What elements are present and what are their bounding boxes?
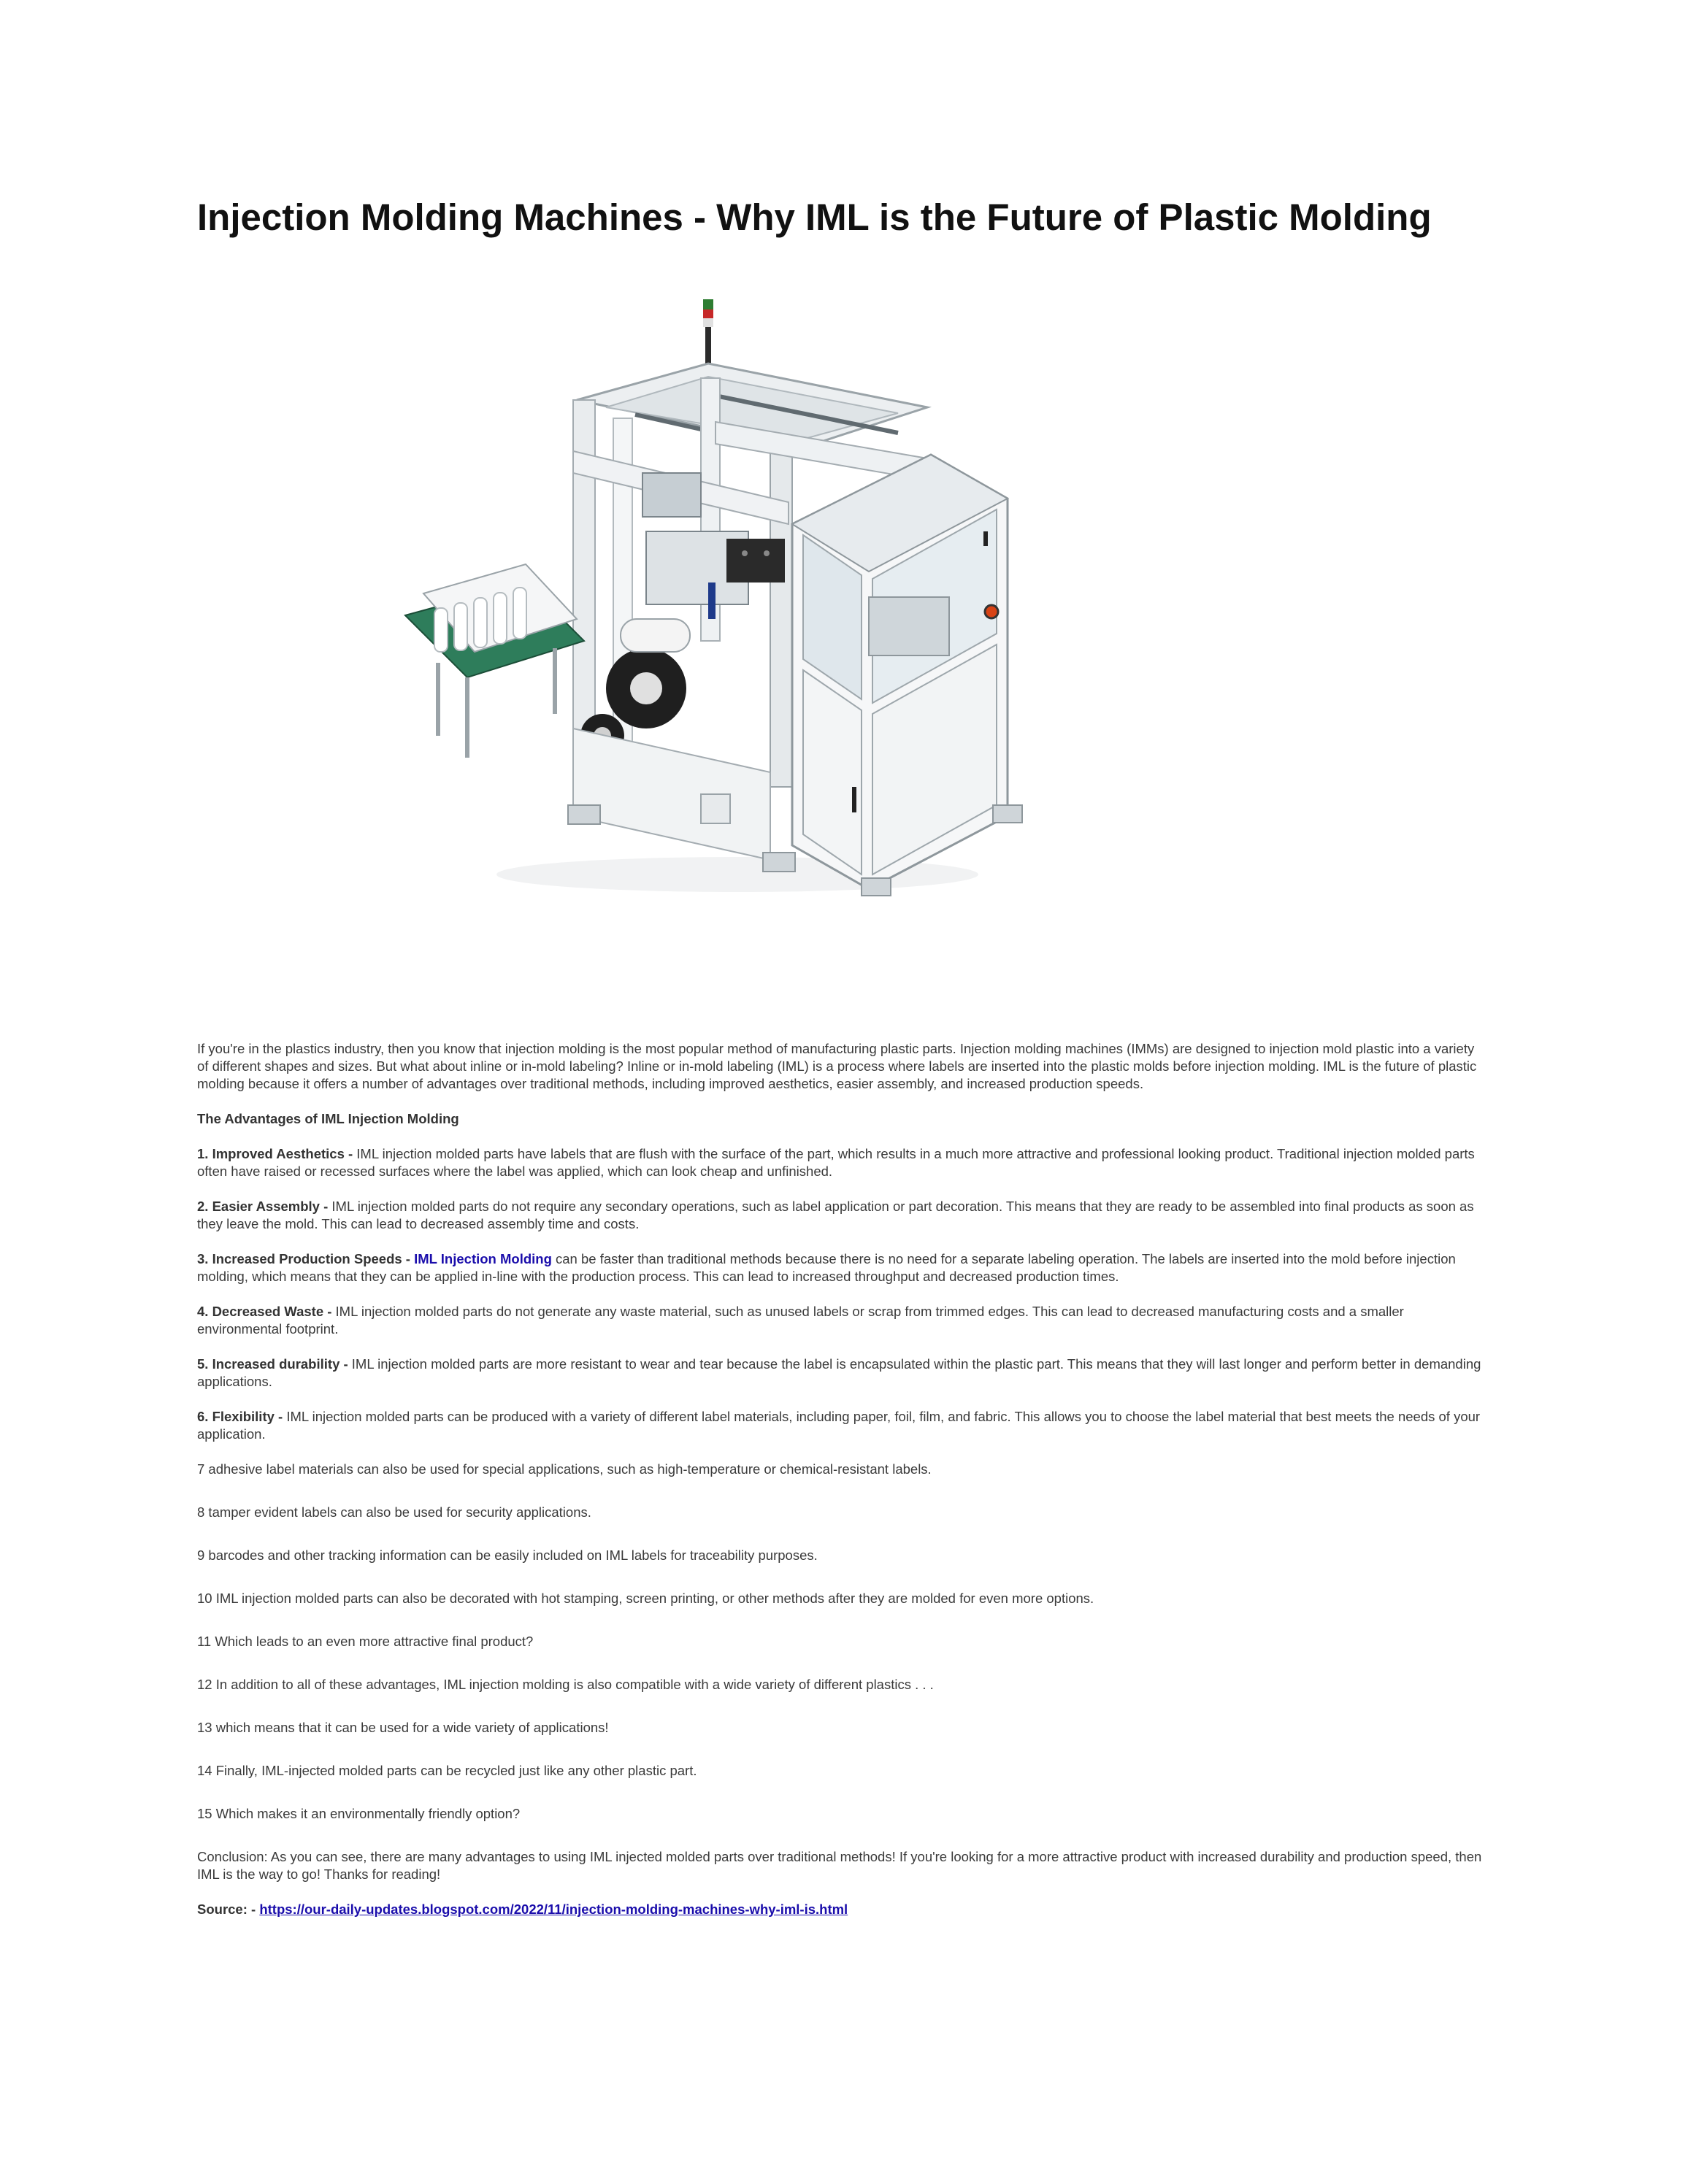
source-line (197, 1901, 1482, 1918)
advantages-heading: The Advantages of IML Injection Molding (197, 1111, 459, 1126)
numbered-point: 10 IML injection molded parts can also be decorated with hot stamping, screen printing, or other methods after they are molded for even more options. (197, 1591, 1094, 1606)
numbered-point: 7 adhesive label materials can also be used for special applications, such as high-temperature or chemical-resistant labels. (197, 1461, 932, 1477)
numbered-point: 14 Finally, IML-injected molded parts can be recycled just like any other plastic part. (197, 1763, 697, 1778)
advantage-text: can be faster than traditional methods because there is no need for a separate labeling operation. The labels are inserted into the mold before injection molding, which means that they can be applied in-line with the production process. This can lead to increased throughput and decreased production times. (197, 1251, 1456, 1284)
conclusion-paragraph: Conclusion: As you can see, there are many advantages to using IML injected molded parts over traditional methods! If you're looking for a more attractive product with increased durability and production speed, then IML is the way to go! Thanks for reading! (197, 1849, 1482, 1882)
advantage-term: 1. Improved Aesthetics - (197, 1146, 357, 1161)
source-label: Source: - (197, 1902, 260, 1917)
advantage-text: IML injection molded parts are more resistant to wear and tear because the label is encapsulated within the plastic part. This means that they will last longer and perform better in demanding applications. (197, 1356, 1481, 1389)
advantage-term: 5. Increased durability - (197, 1356, 352, 1372)
intro-paragraph: If you're in the plastics industry, then you know that injection molding is the most popular method of manufacturing plastic parts. Injection molding machines (IMMs) are designed to injection mold plastic into a variety of different shapes and sizes. But what about inline or in-mold labeling? Inline or in-mold labeling (IML) is a process where labels are inserted into the plastic molds before injection molding. IML is the future of plastic molding because it offers a number of advantages over traditional methods, including improved aesthetics, easier assembly, and increased production speeds. (197, 1041, 1477, 1091)
advantage-term: 6. Flexibility - (197, 1409, 287, 1424)
advantage-item (197, 1250, 1482, 1285)
advantage-term: 3. Increased Production Speeds - (197, 1251, 415, 1266)
industrial-iml-machine-icon (394, 291, 1081, 911)
page-title: Injection Molding Machines - Why IML is the Future of Plastic Molding (197, 196, 1432, 238)
numbered-point: 12 In addition to all of these advantages, IML injection molding is also compatible with a wide variety of different plastics . . . (197, 1677, 934, 1692)
advantage-term: 2. Easier Assembly - (197, 1199, 332, 1214)
advantage-term: 4. Decreased Waste - (197, 1304, 336, 1319)
advantage-item (197, 1145, 1482, 1180)
numbered-point: 8 tamper evident labels can also be used for security applications. (197, 1504, 591, 1520)
advantage-text: IML injection molded parts do not require any secondary operations, such as label application or part decoration. This means that they are ready to be assembled into final products as soon as they leave the mold. This can lead to decreased assembly time and costs. (197, 1199, 1474, 1231)
article-body (197, 1040, 1482, 1936)
advantage-item (197, 1356, 1482, 1391)
advantage-text: IML injection molded parts do not generate any waste material, such as unused labels or scrap from trimmed edges. This can lead to decreased manufacturing costs and a smaller environmental footprint. (197, 1304, 1404, 1337)
numbered-point: 15 Which makes it an environmentally friendly option? (197, 1806, 521, 1821)
source-link[interactable]: https://our-daily-updates.blogspot.com/2022/11/injection-molding-machines-why-iml-is.html (259, 1902, 848, 1917)
numbered-point: 11 Which leads to an even more attractive final product? (197, 1634, 534, 1649)
advantage-item (197, 1198, 1482, 1233)
iml-injection-molding-link[interactable]: IML Injection Molding (414, 1251, 552, 1266)
advantage-text: IML injection molded parts have labels that are flush with the surface of the part, which results in a much more attractive and professional looking product. Traditional injection molded parts often have raised or recessed surfaces where the label was applied, which can look cheap and unfinished. (197, 1146, 1475, 1179)
advantage-item (197, 1303, 1482, 1338)
machine-image (394, 291, 1081, 911)
advantage-text: IML injection molded parts can be produced with a variety of different label materials, including paper, foil, film, and fabric. This allows you to choose the label material that best meets the needs of your application. (197, 1409, 1481, 1442)
numbered-point: 13 which means that it can be used for a wide variety of applications! (197, 1720, 609, 1735)
numbered-point: 9 barcodes and other tracking information can be easily included on IML labels for traceability purposes. (197, 1547, 818, 1563)
advantage-item (197, 1408, 1482, 1443)
